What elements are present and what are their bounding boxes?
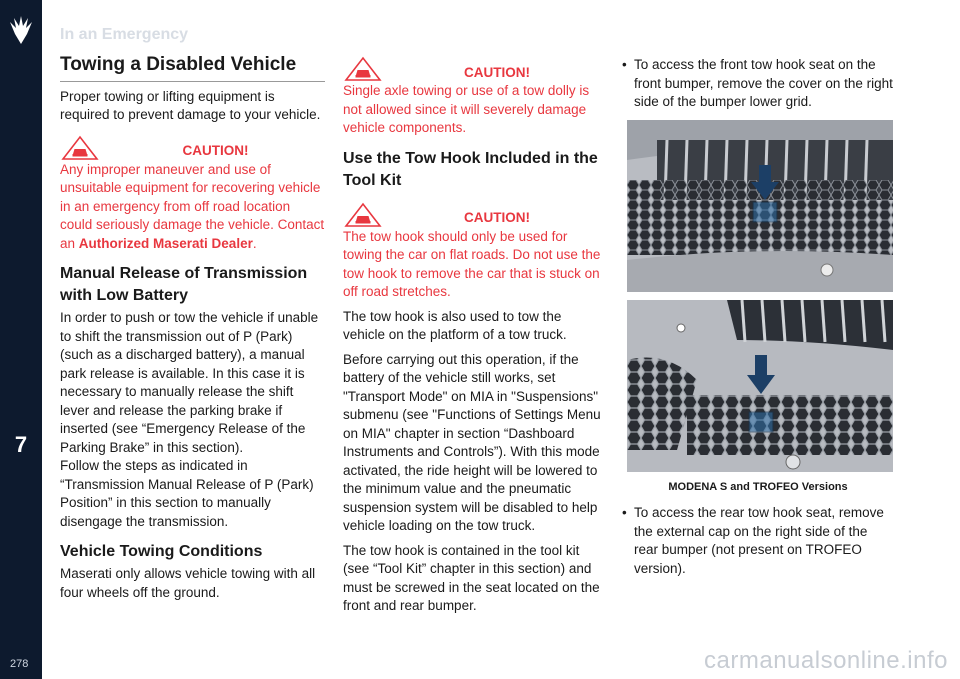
caution-text: The tow hook should only be used for towing the car on flat roads. Do not use the tow hook to remove the car that is stuck on off road stretches. bbox=[343, 228, 601, 299]
section-title: Towing a Disabled Vehicle bbox=[60, 56, 325, 82]
caution-text: Single axle towing or use of a tow dolly is not allowed since it will severely damage vehicle components. bbox=[343, 83, 590, 135]
running-head: In an Emergency bbox=[60, 26, 189, 43]
column-2 bbox=[343, 56, 605, 622]
caution-block-3 bbox=[343, 202, 605, 302]
car-warning-icon bbox=[343, 56, 383, 82]
column-1 bbox=[60, 56, 325, 602]
page-number: 278 bbox=[10, 658, 29, 670]
intro-paragraph: Proper towing or lifting equipment is required to prevent damage to your vehicle. bbox=[60, 88, 321, 122]
car-warning-icon bbox=[60, 135, 100, 161]
trident-logo-icon bbox=[8, 14, 34, 46]
conditions-paragraph: Maserati only allows vehicle towing with all four wheels off the ground. bbox=[60, 566, 316, 600]
bullet-rear-hook: • To access the rear tow hook seat, remove the external cap on the right side of the rear bumper (not present on TROFEO version). bbox=[622, 504, 894, 578]
heading-manual-release: Manual Release of Transmission with Low Battery bbox=[60, 265, 308, 304]
tow-paragraph-1: The tow hook is also used to tow the vehicle on the platform of a tow truck. bbox=[343, 308, 567, 342]
dealer-link[interactable]: Authorized Maserati Dealer bbox=[78, 235, 253, 251]
column-3 bbox=[622, 56, 894, 584]
bullet-front-hook: • To access the front tow hook seat on the front bumper, remove the cover on the right side of the bumper lower grid. bbox=[622, 56, 894, 112]
manual-paragraph-1: In order to push or tow the vehicle if unable to shift the transmission out of P (Park) (such as a discharged battery), a manual park release is available. In this case it is necessary to manually release the shift lever and release the parking brake if inserted (see “Emergency Release of the Parking Brake” in this section). bbox=[60, 310, 319, 455]
caution-tail: . bbox=[252, 235, 257, 251]
caution-block-2 bbox=[343, 56, 605, 138]
heading-tow-hook: Use the Tow Hook Included in the Tool Kit bbox=[343, 149, 598, 189]
figure-caption: MODENA S and TROFEO Versions bbox=[668, 480, 848, 493]
rear-bumper-photo bbox=[627, 300, 893, 472]
caution-label: CAUTION! bbox=[182, 143, 249, 158]
caution-label: CAUTION! bbox=[464, 210, 530, 225]
heading-towing-conditions: Vehicle Towing Conditions bbox=[60, 543, 263, 560]
manual-paragraph-2: Follow the steps as indicated in “Transmission Manual Release of P (Park) Position” in this section to manually disengage the transmission. bbox=[60, 458, 314, 529]
caution-label: CAUTION! bbox=[464, 64, 530, 80]
car-warning-icon bbox=[343, 202, 383, 228]
sidebar bbox=[0, 0, 42, 679]
watermark: carmanualsonline.info bbox=[704, 647, 948, 674]
chapter-number: 7 bbox=[14, 432, 28, 457]
caution-text: Any improper maneuver and use of unsuitable equipment for recovering vehicle in an emergency from off road location could seriously damage the vehicle. Contact an bbox=[60, 161, 325, 251]
front-bumper-photo bbox=[627, 120, 893, 292]
tow-paragraph-2: Before carrying out this operation, if the battery of the vehicle still works, set "Transport Mode" on MIA in "Suspensions" submenu (see "Functions of Settings Menu on MIA" chapter in section “Dashboard Instruments and Controls”). With this mode activated, the ride height will be lowered to the minimum value and the pneumatic suspension system will be disabled to help vehicle loading on the tow truck. bbox=[343, 351, 601, 533]
tow-paragraph-3: The tow hook is contained in the tool kit (see “Tool Kit” chapter in this section) and must be screwed in the seat located on the front and rear bumper. bbox=[343, 542, 600, 613]
caution-block-1 bbox=[60, 135, 325, 254]
